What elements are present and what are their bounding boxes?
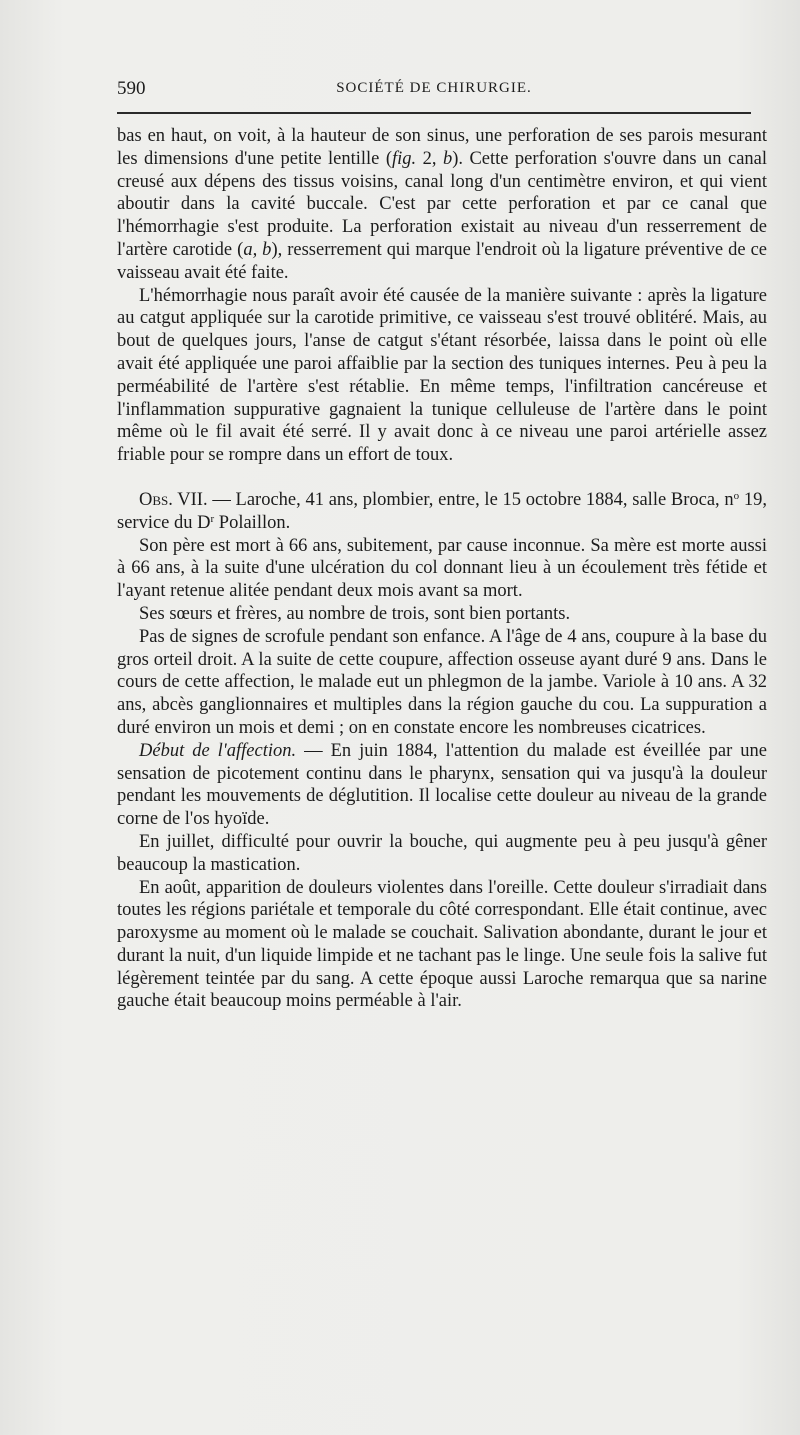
page-header [117, 78, 751, 102]
observation-label: Obs. VII. [139, 489, 208, 510]
paragraph: L'hémorrhagie nous paraît avoir été causée de la manière suivante : après la ligature au catgut appliquée sur la carotide primitive, ce vaisseau s'est trouvé oblitéré. Mais, au bout de quelques jours, l'anse de catgut s'étant résorbée, laissa dans le point où elle avait été appliquée une paroi affaiblie par la section des tuniques internes. Peu à peu la perméabilité de l'artère s'est rétablie. En même temps, l'infiltration cancéreuse et l'inflammation suppurative gagnaient la tunique celluleuse de l'artère dans le point même où le fil avait été serré. Il y avait donc à ce niveau une paroi artérielle assez friable pour se rompre dans un effort de toux. [117, 285, 767, 466]
observation-heading: Obs. VII. — Laroche, 41 ans, plombier, entre, le 15 octobre 1884, salle Broca, $n^o$ 19, service du $D^r$ Polaillon. [117, 489, 768, 533]
running-head: SOCIÉTÉ DE CHIRURGIE. [336, 80, 532, 96]
paragraph: Son père est mort à 66 ans, subitement, par cause inconnue. Sa mère est morte aussi à 66 ans, à la suite d'une ulcération du col donnant lieu à un écoulement très fétide et l'ayant retenue alitée pendant deux mois avant sa mort. [117, 535, 767, 602]
paragraph: En juillet, difficulté pour ouvrir la bouche, qui augmente peu à peu jusqu'à gêner beaucoup la mastication. [117, 831, 767, 875]
section-title: Début de l'affection. [139, 740, 297, 761]
paragraph: Début de l'affection. — En juin 1884, l'attention du malade est éveillée par une sensation de picotement continu dans le pharynx, sensation qui va jusqu'à la douleur pendant les mouvements de déglutition. Il localise cette douleur au niveau de la grande corne de l'os hyoïde. [117, 740, 767, 830]
paragraph: Pas de signes de scrofule pendant son enfance. A l'âge de 4 ans, coupure à la base du gros orteil droit. A la suite de cette coupure, affection osseuse ayant duré 9 ans. Dans le cours de cette affection, le malade eut un phlegmon de la jambe. Variole à 10 ans. A 32 ans, abcès ganglionnaires et multiples dans la région gauche du cou. La suppuration a duré environ un mois et demi ; on en constate encore les nombreuses cicatrices. [117, 626, 767, 738]
header-rule [117, 112, 751, 114]
paragraph: En août, apparition de douleurs violentes dans l'oreille. Cette douleur s'irradiait dans toutes les régions pariétale et temporale du côté correspondant. Elle était continue, avec paroxysme au moment où le malade se couchait. Salivation abondante, durant le jour et durant la nuit, d'un liquide limpide et ne tachant pas le linge. Une seule fois la salive fut légèrement teintée par du sang. A cette époque aussi Laroche remarqua que sa narine gauche était beaucoup moins perméable à l'air. [117, 877, 767, 1012]
body-text [117, 125, 767, 1013]
paragraph: Ses sœurs et frères, au nombre de trois, sont bien portants. [139, 603, 571, 624]
paragraph: bas en haut, on voit, à la hauteur de son sinus, une perforation de ses parois mesurant les dimensions d'une petite lentille (fig. 2, b). Cette perforation s'ouvre dans un canal creusé aux dépens des tissus voisins, canal long d'un centimètre environ, et qui vient aboutir dans la cavité buccale. C'est par cette perforation et par ce canal que l'hémorrhagie s'est produite. La perforation existait au niveau d'un resserrement de l'artère carotide (a, b), resserrement qui marque l'endroit où la ligature préventive de ce vaisseau avait été faite. [117, 126, 768, 283]
page-number: 590 [117, 78, 146, 99]
